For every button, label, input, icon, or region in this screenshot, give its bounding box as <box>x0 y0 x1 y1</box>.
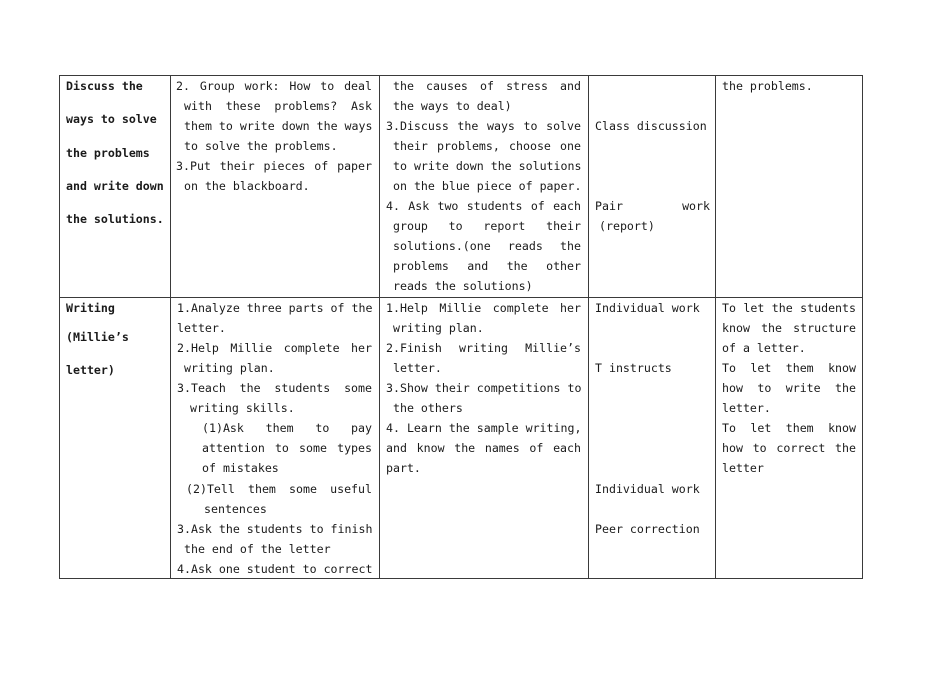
cell-text-line: Peer correction <box>595 522 700 536</box>
step-heading-line: letter) <box>66 363 115 377</box>
cell-text-line: the end of the letter <box>184 542 331 556</box>
cell-text-line: T instructs <box>595 361 672 375</box>
cell-text-line: Class discussion <box>595 119 707 133</box>
cell-text-line: of mistakes <box>202 461 279 475</box>
cell-text-line: solutions.(one reads the <box>393 239 581 253</box>
cell-text-line: attention to some types <box>202 441 372 455</box>
cell-text-line: group to report their <box>393 219 581 233</box>
step-heading-line: (Millie’s <box>66 330 129 344</box>
cell-text-line: Pair work <box>595 199 710 213</box>
cell-text-line: problems and the other <box>393 259 581 273</box>
cell-text-line: the causes of stress and <box>393 79 581 93</box>
table-border-bottom <box>59 578 863 579</box>
cell-text-line: with these problems? Ask <box>184 99 372 113</box>
cell-text-line: 3.Show their competitions to <box>386 381 581 395</box>
cell-text-line: the others <box>393 401 463 415</box>
cell-text-line: 2.Help Millie complete her <box>177 341 372 355</box>
cell-text-line: (2)Tell them some useful <box>186 482 372 496</box>
cell-text-line: their problems, choose one <box>393 139 581 153</box>
step-heading-line: Discuss the <box>66 79 143 93</box>
cell-text-line: know the structure <box>722 321 856 335</box>
cell-text-line: the problems. <box>722 79 813 93</box>
cell-text-line: 1.Analyze three parts of the <box>177 301 372 315</box>
cell-text-line: to solve the problems. <box>184 139 338 153</box>
step-heading-line: the problems <box>66 146 150 160</box>
cell-text-line: sentences <box>204 502 267 516</box>
cell-text-line: 3.Put their pieces of paper <box>176 159 372 173</box>
table-border-top <box>59 75 863 76</box>
cell-text-line: 1.Help Millie complete her <box>386 301 581 315</box>
cell-text-line: how to correct the <box>722 441 856 455</box>
cell-text-line: reads the solutions) <box>393 279 533 293</box>
step-heading-line: Writing <box>66 301 115 315</box>
cell-text-line: 3.Discuss the ways to solve <box>386 119 581 133</box>
table-column-divider <box>379 75 380 579</box>
table-border-left <box>59 75 60 579</box>
cell-text-line: the ways to deal) <box>393 99 512 113</box>
cell-text-line: To let the students <box>722 301 856 315</box>
cell-text-line: 3.Ask the students to finish <box>177 522 372 536</box>
step-heading-line: the solutions. <box>66 212 164 226</box>
cell-text-line: letter. <box>393 361 442 375</box>
cell-text-line: 4.Ask one student to correct <box>177 562 372 576</box>
cell-text-line: of a letter. <box>722 341 806 355</box>
cell-text-line: (report) <box>599 219 655 233</box>
cell-text-line: and know the names of each <box>386 441 581 455</box>
cell-text-line: letter. <box>177 321 226 335</box>
cell-text-line: writing plan. <box>393 321 484 335</box>
table-column-divider <box>588 75 589 579</box>
cell-text-line: writing plan. <box>184 361 275 375</box>
table-column-divider <box>715 75 716 579</box>
cell-text-line: 4. Learn the sample writing, <box>386 421 581 435</box>
cell-text-line: To let them know <box>722 421 856 435</box>
cell-text-line: (1)Ask them to pay <box>202 421 372 435</box>
cell-text-line: 3.Teach the students some <box>177 381 372 395</box>
cell-text-line: Individual work <box>595 482 700 496</box>
cell-text-line: part. <box>386 461 421 475</box>
cell-text-line: them to write down the ways <box>184 119 372 133</box>
cell-text-line: how to write the <box>722 381 856 395</box>
cell-text-line: To let them know <box>722 361 856 375</box>
cell-text-line: letter <box>722 461 764 475</box>
step-heading-line: and write down <box>66 179 164 193</box>
cell-text-line: writing skills. <box>190 401 295 415</box>
cell-text-line: Individual work <box>595 301 700 315</box>
cell-text-line: on the blackboard. <box>184 179 310 193</box>
cell-text-line: on the blue piece of paper. <box>393 179 581 193</box>
cell-text-line: letter. <box>722 401 771 415</box>
cell-text-line: 2.Finish writing Millie’s <box>386 341 581 355</box>
table-border-right <box>862 75 863 579</box>
table-column-divider <box>170 75 171 579</box>
table-row-divider <box>59 297 863 298</box>
cell-text-line: 2. Group work: How to deal <box>176 79 372 93</box>
cell-text-line: to write down the solutions <box>393 159 581 173</box>
step-heading-line: ways to solve <box>66 112 157 126</box>
cell-text-line: 4. Ask two students of each <box>386 199 581 213</box>
